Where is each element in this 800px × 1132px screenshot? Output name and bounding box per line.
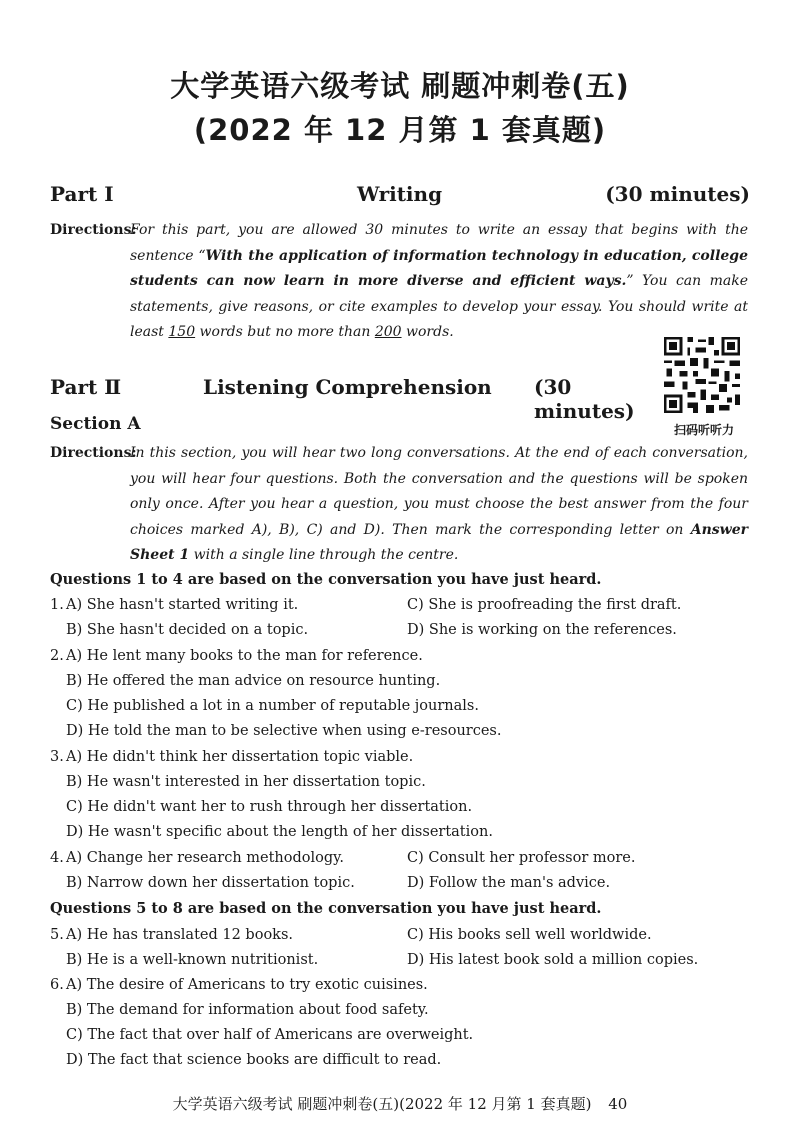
part2-minutes: (30 minutes) [534, 375, 635, 423]
q3-option-c: C) He didn't want her to rush through her dissertation. [66, 799, 473, 815]
part1-label: Part Ⅰ [50, 182, 114, 206]
q5-number: 5. [50, 927, 64, 943]
q4-option-a: A) Change her research methodology. [66, 850, 345, 866]
part1-minutes: (30 minutes) [605, 182, 750, 206]
part2-directions [50, 441, 748, 569]
q2-number: 2. [50, 648, 64, 664]
q3-number: 3. [50, 749, 64, 765]
q6-option-a: A) The desire of Americans to try exotic cuisines. [66, 977, 428, 993]
q1-option-a: A) She hasn't started writing it. [66, 597, 299, 613]
footer-title: 大学英语六级考试 刷题冲刺卷(五)(2022 年 12 月第 1 套真题) [172, 1095, 592, 1113]
q5-option-c: C) His books sell well worldwide. [407, 927, 652, 943]
q6-number: 6. [50, 977, 64, 993]
qr-caption: 扫码听听力 [673, 423, 734, 437]
q5-option-b: B) He is a well-known nutritionist. [66, 952, 319, 968]
q2-option-b: B) He offered the man advice on resource hunting. [66, 673, 441, 689]
part2-directions-text: In this section, you will hear two long conversations. At the end of each conversation, you will hear four questions. Both the conversation and the questions will be spoken only once. After you hear a question, you must choose the best answer from the four choices marked A), B), C) and D). Then mark the corresponding letter on Answer Sheet 1 with a single line through the centre. [130, 445, 748, 563]
group2-heading: Questions 5 to 8 are based on the conversation you have just heard. [50, 900, 602, 917]
q1-option-b: B) She hasn't decided on a topic. [66, 622, 309, 638]
q3-option-b: B) He wasn't interested in her dissertation topic. [66, 774, 426, 790]
min-words: 150 [168, 324, 196, 340]
part1-directions [50, 218, 748, 346]
part1-directions-label: Directions: [50, 222, 137, 238]
part1-directions-text: For this part, you are allowed 30 minutes to write an essay that begins with the sentence “With the application of information technology in education, college students can now learn in more diverse and efficient ways.” You can make statements, give reasons, or cite examples to develop your essay. You should write at least 150 words but no more than 200 words. [130, 222, 749, 340]
q4-option-b: B) Narrow down her dissertation topic. [66, 875, 355, 891]
part2-title: Listening Comprehension [203, 375, 492, 399]
qr-code-icon[interactable] [664, 337, 740, 413]
q2-option-c: C) He published a lot in a number of reputable journals. [66, 698, 479, 714]
page-footer [0, 1093, 800, 1114]
q6-option-b: B) The demand for information about food safety. [66, 1002, 429, 1018]
q5-option-a: A) He has translated 12 books. [66, 927, 294, 943]
part2-directions-label: Directions: [50, 445, 137, 461]
part1-title: Writing [357, 182, 443, 206]
writing-prompt-sentence: With the application of information technology in education, college students can now learn in more diverse and efficient ways. [130, 247, 748, 289]
q4-option-c: C) Consult her professor more. [407, 850, 636, 866]
exam-subtitle: (2022 年 12 月第 1 套真题) [193, 113, 607, 147]
q1-option-d: D) She is working on the references. [407, 622, 677, 638]
answer-sheet-ref: Answer Sheet 1 [130, 521, 748, 563]
q6-option-d: D) The fact that science books are difficult to read. [66, 1052, 442, 1068]
group1-heading: Questions 1 to 4 are based on the conversation you have just heard. [50, 571, 602, 588]
section-a-label: Section A [50, 414, 141, 434]
max-words: 200 [374, 324, 402, 340]
q1-number: 1. [50, 597, 64, 613]
q3-option-a: A) He didn't think her dissertation topic viable. [66, 749, 414, 765]
q2-option-a: A) He lent many books to the man for reference. [66, 648, 423, 664]
q5-option-d: D) His latest book sold a million copies. [407, 952, 699, 968]
q4-number: 4. [50, 850, 64, 866]
q4-option-d: D) Follow the man's advice. [407, 875, 611, 891]
exam-title: 大学英语六级考试 刷题冲刺卷(五) [170, 69, 630, 103]
q1-option-c: C) She is proofreading the first draft. [407, 597, 682, 613]
page-number: 40 [608, 1095, 628, 1113]
q3-option-d: D) He wasn't specific about the length of her dissertation. [66, 824, 493, 840]
part1-header [50, 182, 750, 212]
part2-label: Part Ⅱ [50, 375, 122, 399]
q2-option-d: D) He told the man to be selective when using e-resources. [66, 723, 502, 739]
part2-header [50, 375, 660, 423]
q6-option-c: C) The fact that over half of Americans are overweight. [66, 1027, 474, 1043]
